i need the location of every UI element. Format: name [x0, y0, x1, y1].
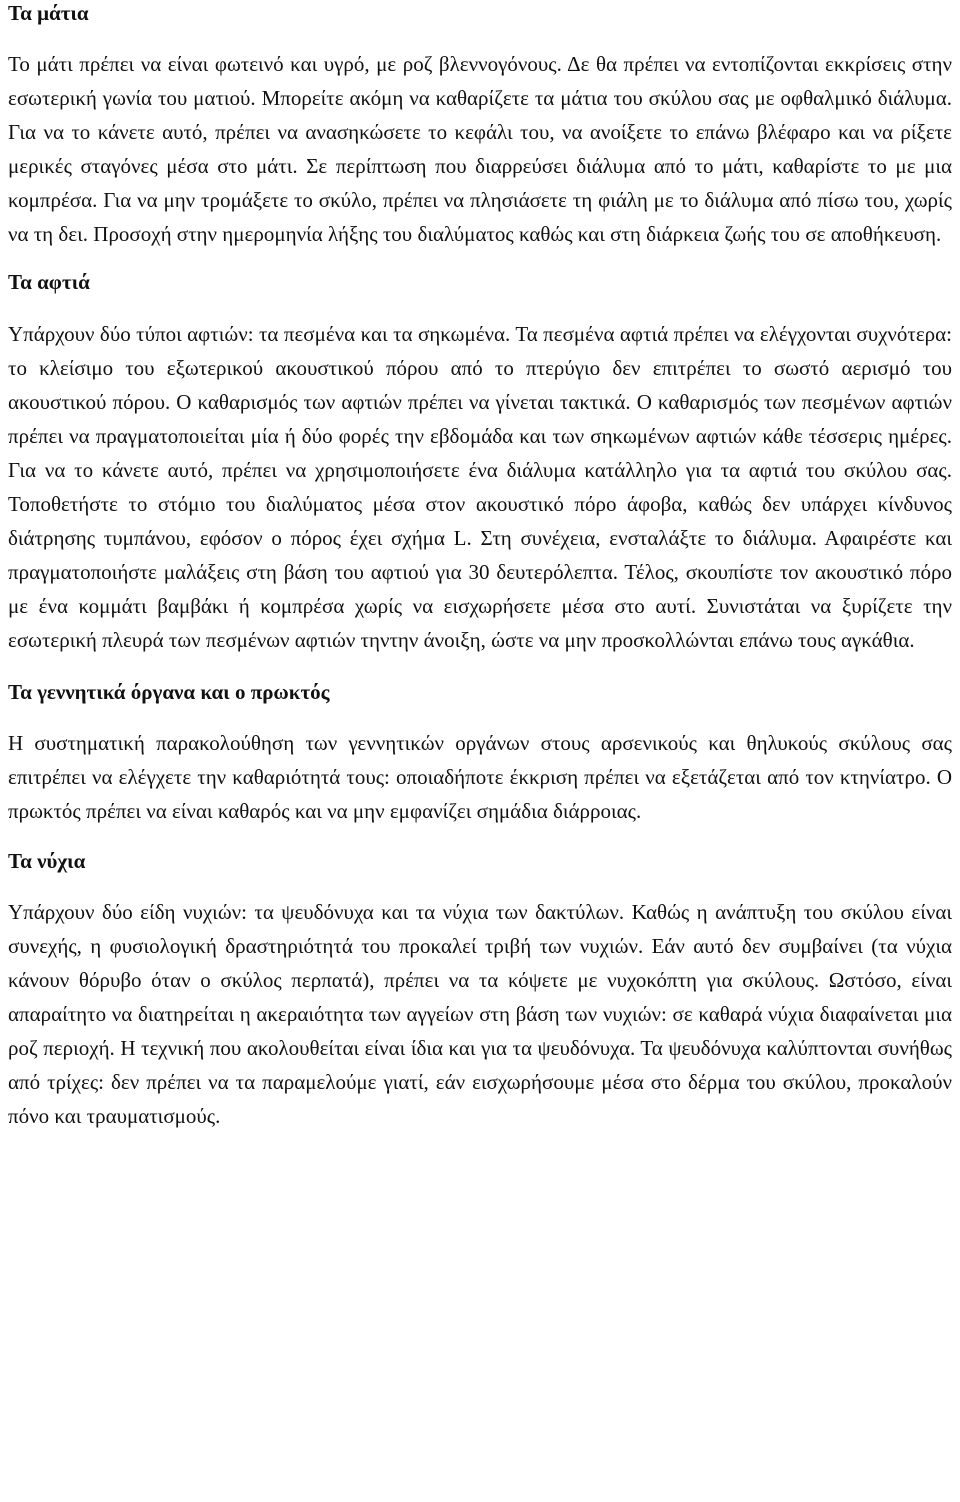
document-page	[8, 0, 952, 1133]
section-title-genitals: Τα γεννητικά όργανα και ο πρωκτός	[8, 680, 330, 704]
section-paragraph-genitals: Η συστηματική παρακολούθηση των γεννητικών οργάνων στους αρσενικούς και θηλυκούς σκύλους σας επιτρέπει να ελέγχετε την καθαριότητά τους: οποιαδήποτε έκκριση πρέπει να εξετάζεται από τον κτηνίατρο. Ο πρωκτός πρέπει να είναι καθαρός και να μην εμφανίζει σημάδια διάρροιας.	[8, 731, 952, 823]
section-title-nails: Τα νύχια	[8, 849, 86, 873]
section-paragraph-eyes: Το μάτι πρέπει να είναι φωτεινό και υγρό, με ροζ βλεννογόνους. Δε θα πρέπει να εντοπίζονται εκκρίσεις στην εσωτερική γωνία του ματιού. Μπορείτε ακόμη να καθαρίζετε τα μάτια του σκύλου σας με οφθαλμικό διάλυμα. Για να το κάνετε αυτό, πρέπει να ανασηκώσετε το κεφάλι του, να ανοίξετε το επάνω βλέφαρο και να ρίξετε μερικές σταγόνες μέσα στο μάτι. Σε περίπτωση που διαρρεύσει διάλυμα από το μάτι, καθαρίστε το με μια κομπρέσα. Για να μην τρομάξετε το σκύλο, πρέπει να πλησιάσετε τη φιάλη με το διάλυμα από πίσω του, χωρίς να τη δει. Προσοχή στην ημερομηνία λήξης του διαλύματος καθώς και στη διάρκεια ζωής του σε αποθήκευση.	[8, 52, 952, 246]
section-paragraph-nails: Υπάρχουν δύο είδη νυχιών: τα ψευδόνυχα και τα νύχια των δακτύλων. Καθώς η ανάπτυξη του σκύλου είναι συνεχής, η φυσιολογική δραστηριότητά του προκαλεί τριβή των νυχιών. Εάν αυτό δεν συμβαίνει (τα νύχια κάνουν θόρυβο όταν ο σκύλος περπατά), πρέπει να τα κόψετε με νυχοκόπτη για σκύλους. Ωστόσο, είναι απαραίτητο να διατηρείται η ακεραιότητα των αγγείων στη βάση των νυχιών: σε καθαρά νύχια διαφαίνεται μια ροζ περιοχή. Η τεχνική που ακολουθείται είναι ίδια και για τα ψευδόνυχα. Τα ψευδόνυχα καλύπτονται συνήθως από τρίχες: δεν πρέπει να τα παραμελούμε γιατί, εάν εισχωρήσουμε μέσα στο δέρμα του σκύλου, προκαλούν πόνο και τραυματισμούς.	[8, 900, 952, 1128]
section-title-ears: Τα αφτιά	[8, 270, 90, 294]
section-title-eyes: Τα μάτια	[8, 1, 89, 25]
section-paragraph-ears: Υπάρχουν δύο τύποι αφτιών: τα πεσμένα και τα σηκωμένα. Τα πεσμένα αφτιά πρέπει να ελέγχονται συχνότερα: το κλείσιμο του εξωτερικού ακουστικού πόρου από το πτερύγιο δεν επιτρέπει το σωστό αερισμό του ακουστικού πόρου. Ο καθαρισμός των αφτιών πρέπει να γίνεται τακτικά. Ο καθαρισμός των πεσμένων αφτιών πρέπει να πραγματοποιείται μία ή δύο φορές την εβδομάδα και των σηκωμένων αφτιών κάθε τέσσερις ημέρες. Για να το κάνετε αυτό, πρέπει να χρησιμοποιήσετε ένα διάλυμα κατάλληλο για τα αφτιά του σκύλου σας. Τοποθετήστε το στόμιο του διαλύματος μέσα στον ακουστικό πόρο άφοβα, καθώς δεν υπάρχει κίνδυνος διάτρησης τυμπάνου, εφόσον ο πόρος έχει σχήμα L. Στη συνέχεια, ενσταλάξτε το διάλυμα. Αφαιρέστε και πραγματοποιήστε μαλάξεις στη βάση του αφτιού για 30 δευτερόλεπτα. Τέλος, σκουπίστε τον ακουστικό πόρο με ένα κομμάτι βαμβάκι ή κομπρέσα χωρίς να εισχωρήσετε μέσα στο αυτί. Συνιστάται να ξυρίζετε την εσωτερική πλευρά των πεσμένων αφτιών τηντην άνοιξη, ώστε να μην προσκολλώνται επάνω τους αγκάθια.	[8, 322, 952, 652]
